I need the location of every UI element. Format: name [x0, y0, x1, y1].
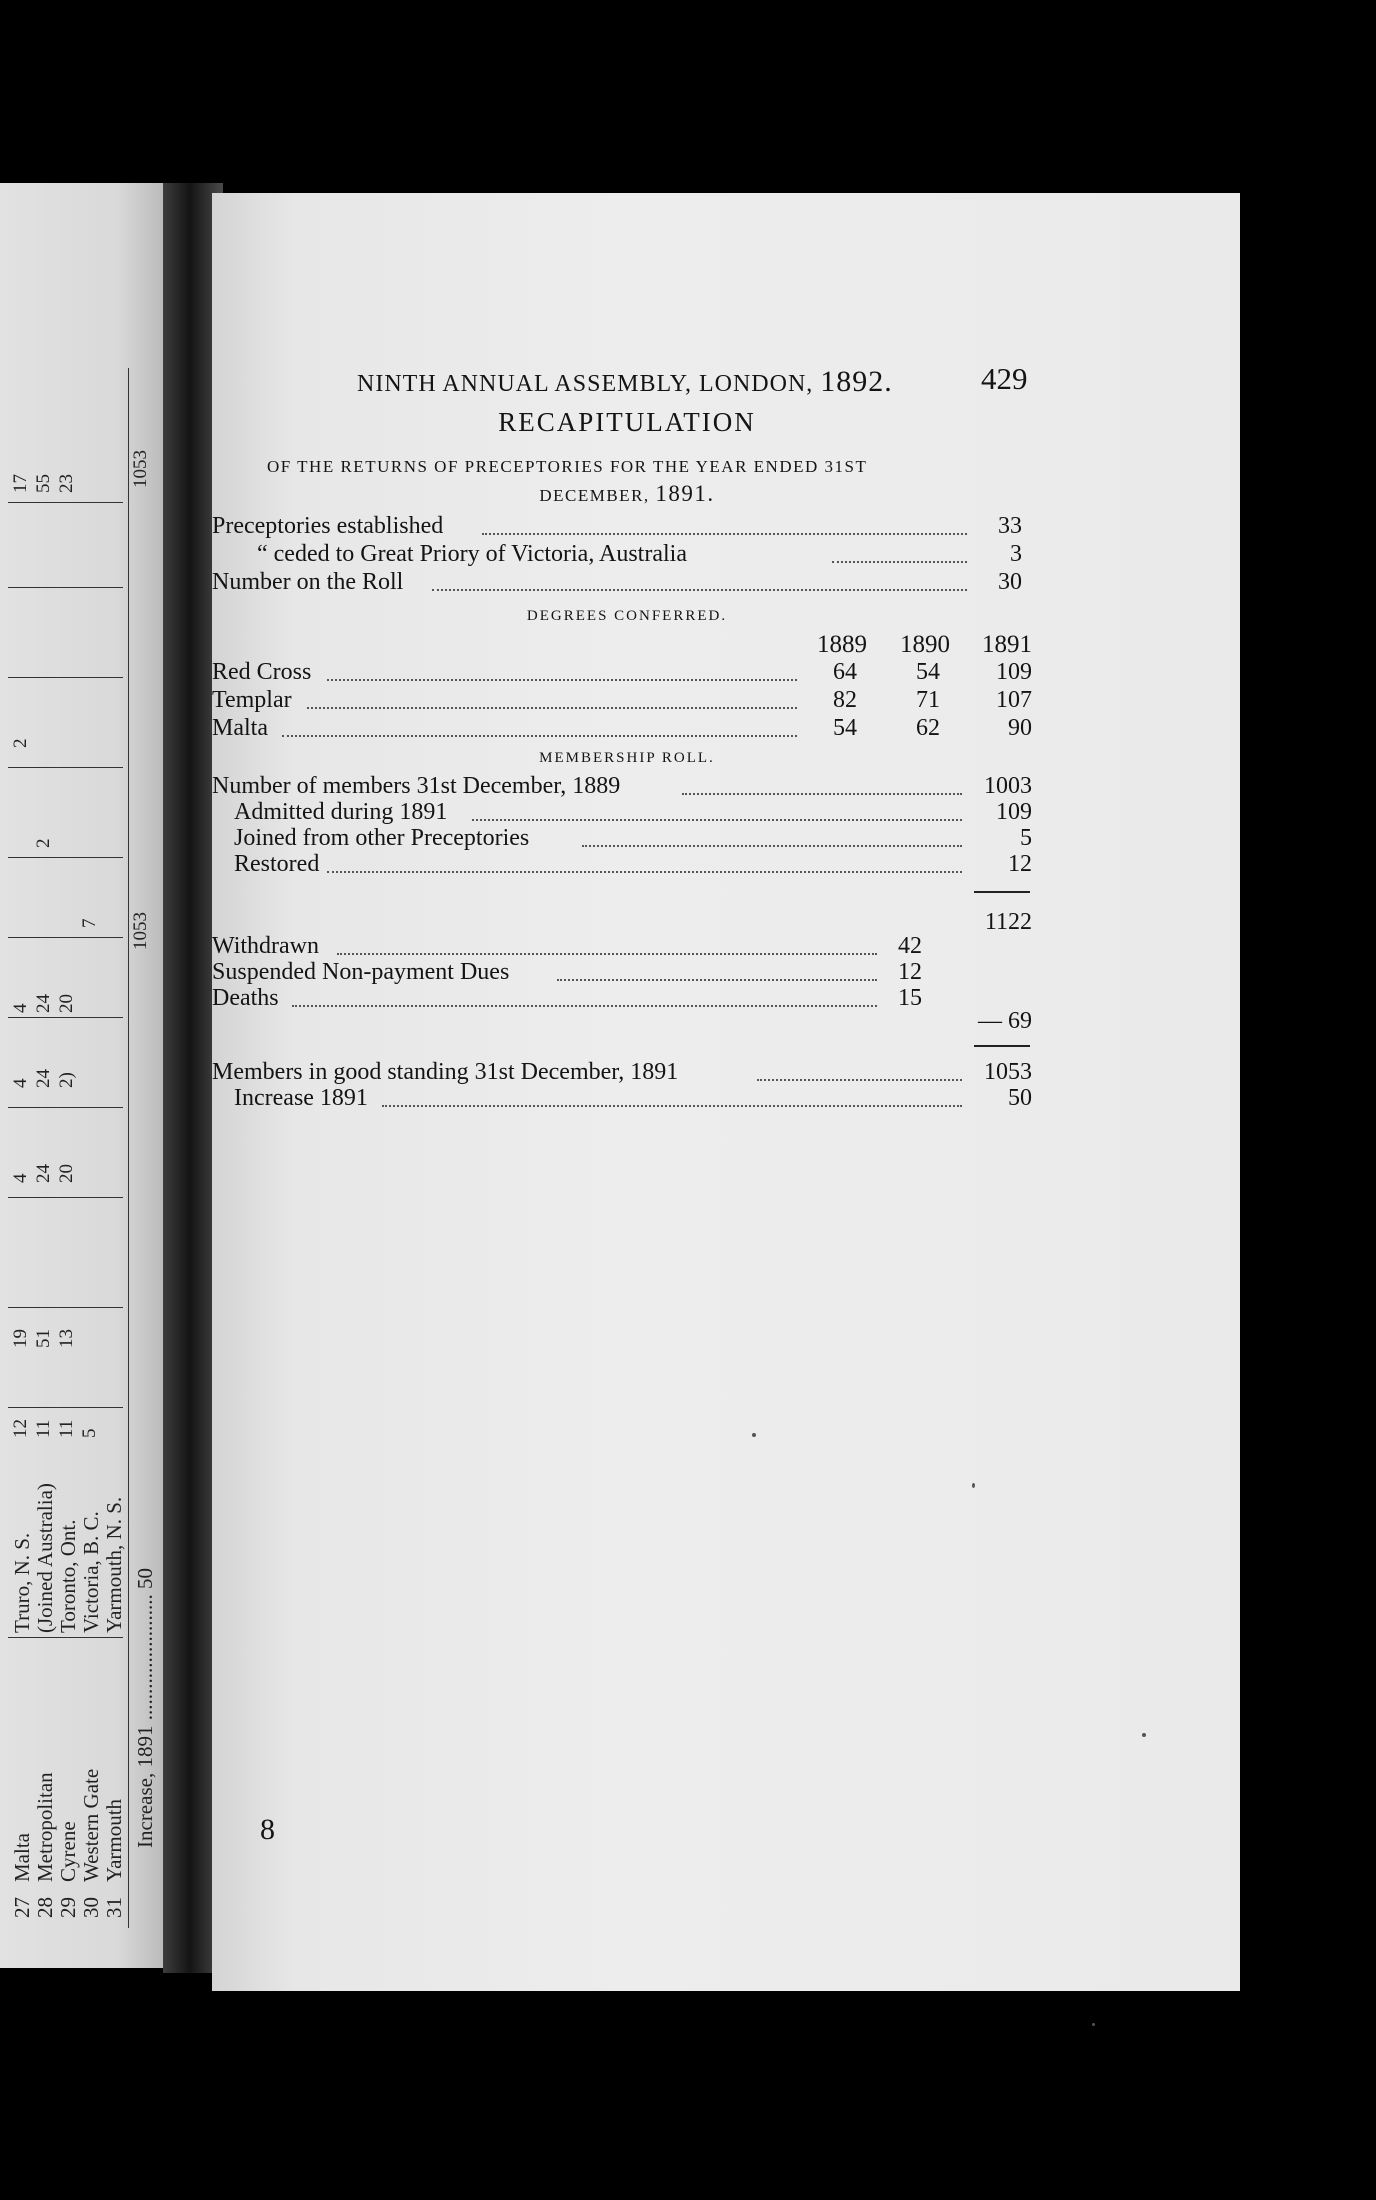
year-header-1891: 1891 [982, 631, 1032, 658]
left-increase-label: Increase, 1891 ........................ 50 [133, 1568, 157, 1848]
value-1889: 54 [833, 715, 857, 741]
membership-row [212, 851, 1032, 881]
left-row-cell: 55 [33, 474, 54, 493]
left-column-rule [8, 1017, 123, 1018]
row-value: 12 [1008, 851, 1032, 877]
left-column-rule [8, 1307, 123, 1308]
left-row-place: Victoria, B. C. [79, 1511, 103, 1633]
left-row-number: 28 [33, 1897, 57, 1918]
preceptories-established-row [212, 513, 1032, 543]
row-value: 1053 [984, 1059, 1032, 1085]
subtotal-rule [974, 891, 1030, 893]
row-value: 33 [998, 513, 1022, 539]
row-label: Members in good standing 31st December, 1891 [212, 1059, 679, 1085]
row-label: Increase 1891 [234, 1085, 368, 1111]
value-1890: 71 [916, 687, 940, 713]
value-1890: 54 [916, 659, 940, 685]
left-row-cell: 5 [79, 1428, 100, 1438]
degree-row [212, 659, 1032, 689]
degree-row [212, 715, 1032, 745]
preceptories-ceded-row [212, 541, 1032, 571]
left-row-cell: 11 [56, 1419, 77, 1438]
left-column-rule [8, 677, 123, 678]
left-row-cell: 24 [33, 1164, 54, 1183]
left-row-cell: 23 [56, 474, 77, 493]
value-1891: 90 [1008, 715, 1032, 741]
row-label: Suspended Non-payment Dues [212, 959, 510, 985]
left-facing-page [0, 183, 168, 1968]
row-value: 42 [898, 933, 922, 959]
row-label: Number on the Roll [212, 569, 404, 595]
left-total: 1053 [130, 912, 151, 950]
degrees-heading: DEGREES CONFERRED. [526, 608, 728, 624]
right-page [212, 193, 1240, 1991]
page-number: 8 [260, 1813, 275, 1846]
left-row-number: 29 [56, 1897, 80, 1918]
left-column-rule [8, 587, 123, 588]
running-head [357, 365, 893, 399]
row-label: “ ceded to Great Priory of Victoria, Australia [257, 541, 687, 567]
left-row-place: (Joined Australia) [33, 1483, 57, 1633]
left-row-cell: 20 [56, 1164, 77, 1183]
left-column-rule [8, 1197, 123, 1198]
left-row-name: Yarmouth [102, 1798, 126, 1882]
running-head-year: 1892. [820, 365, 893, 398]
row-label: Joined from other Preceptories [234, 825, 530, 851]
left-row-cell: 51 [33, 1329, 54, 1348]
row-label: Templar [212, 687, 292, 713]
row-value: 12 [898, 959, 922, 985]
left-row-name: Metropolitan [33, 1772, 57, 1882]
row-label: Preceptories established [212, 513, 444, 539]
row-label: Withdrawn [212, 933, 320, 959]
left-row-cell: 17 [10, 474, 31, 493]
left-total-rule [128, 368, 129, 1928]
value-1889: 82 [833, 687, 857, 713]
total-rule [974, 1045, 1030, 1047]
value-1889: 64 [833, 659, 857, 685]
left-row-cell: 2) [56, 1072, 77, 1088]
subtitle-line-1: OF THE RETURNS OF PRECEPTORIES FOR THE YEAR ENDED 31ST [267, 457, 868, 476]
row-label: Admitted during 1891 [234, 799, 448, 825]
left-column-rule [8, 1107, 123, 1108]
subtitle-month: DECEMBER, [539, 486, 650, 505]
left-column-rule [8, 767, 123, 768]
row-value: 50 [1008, 1085, 1032, 1111]
row-label: Deaths [212, 985, 279, 1011]
left-row-name: Malta [10, 1833, 34, 1882]
left-column-rule [8, 857, 123, 858]
left-row-cell: 4 [10, 1078, 31, 1088]
row-value: 5 [1020, 825, 1032, 851]
preceptories-roll-row [212, 569, 1032, 599]
left-row-name: Cyrene [56, 1821, 80, 1882]
left-page-rotated-table [0, 183, 168, 1968]
year-header-1890: 1890 [900, 631, 950, 658]
running-head-text: NINTH ANNUAL ASSEMBLY, LONDON, [357, 371, 814, 397]
value-1891: 109 [996, 659, 1032, 685]
left-row-cell: 2 [33, 838, 54, 848]
left-row-cell: 2 [10, 738, 31, 748]
left-row-place: Yarmouth, N. S. [102, 1496, 126, 1633]
left-total: 1053 [130, 450, 151, 488]
row-label: Red Cross [212, 659, 312, 685]
left-column-rule [8, 502, 123, 503]
membership-heading: MEMBERSHIP ROLL. [539, 750, 715, 766]
subtotal-value: 1122 [984, 909, 1032, 935]
row-label: Restored [234, 851, 320, 877]
page-title: RECAPITULATION [498, 407, 756, 437]
left-row-cell: 13 [56, 1329, 77, 1348]
deduction-row [212, 985, 1032, 1015]
left-row-place: Toronto, Ont. [56, 1519, 80, 1633]
left-row-cell: 4 [10, 1173, 31, 1183]
row-label: Number of members 31st December, 1889 [212, 773, 621, 799]
left-row-cell: 12 [10, 1419, 31, 1438]
value-1891: 107 [996, 687, 1032, 713]
row-value: 3 [1010, 541, 1022, 567]
left-column-rule [8, 1637, 123, 1638]
left-column-rule [8, 1407, 123, 1408]
year-header-1889: 1889 [817, 631, 867, 658]
row-value: 30 [998, 569, 1022, 595]
row-value: 15 [898, 985, 922, 1011]
left-column-rule [8, 937, 123, 938]
left-row-cell: 24 [33, 994, 54, 1013]
left-row-cell: 19 [10, 1329, 31, 1348]
left-row-number: 27 [10, 1897, 34, 1918]
increase-row [212, 1085, 1032, 1115]
degree-row [212, 687, 1032, 717]
row-label: Malta [212, 715, 268, 741]
deduction-total: — 69 [978, 1008, 1032, 1034]
left-row-cell: 24 [33, 1069, 54, 1088]
left-row-number: 31 [102, 1897, 126, 1918]
left-row-number: 30 [79, 1897, 103, 1918]
left-row-cell: 7 [79, 918, 100, 928]
subtitle-year: 1891. [655, 481, 715, 506]
left-row-cell: 20 [56, 994, 77, 1013]
row-value: 109 [996, 799, 1032, 825]
left-row-name: Western Gate [79, 1768, 103, 1882]
row-value: 1003 [984, 773, 1032, 799]
left-row-cell: 11 [33, 1419, 54, 1438]
left-row-place: Truro, N. S. [10, 1532, 34, 1633]
value-1890: 62 [916, 715, 940, 741]
page-folio: 429 [981, 361, 1028, 396]
subtitle-line-2 [212, 481, 1042, 507]
left-row-cell: 4 [10, 1003, 31, 1013]
